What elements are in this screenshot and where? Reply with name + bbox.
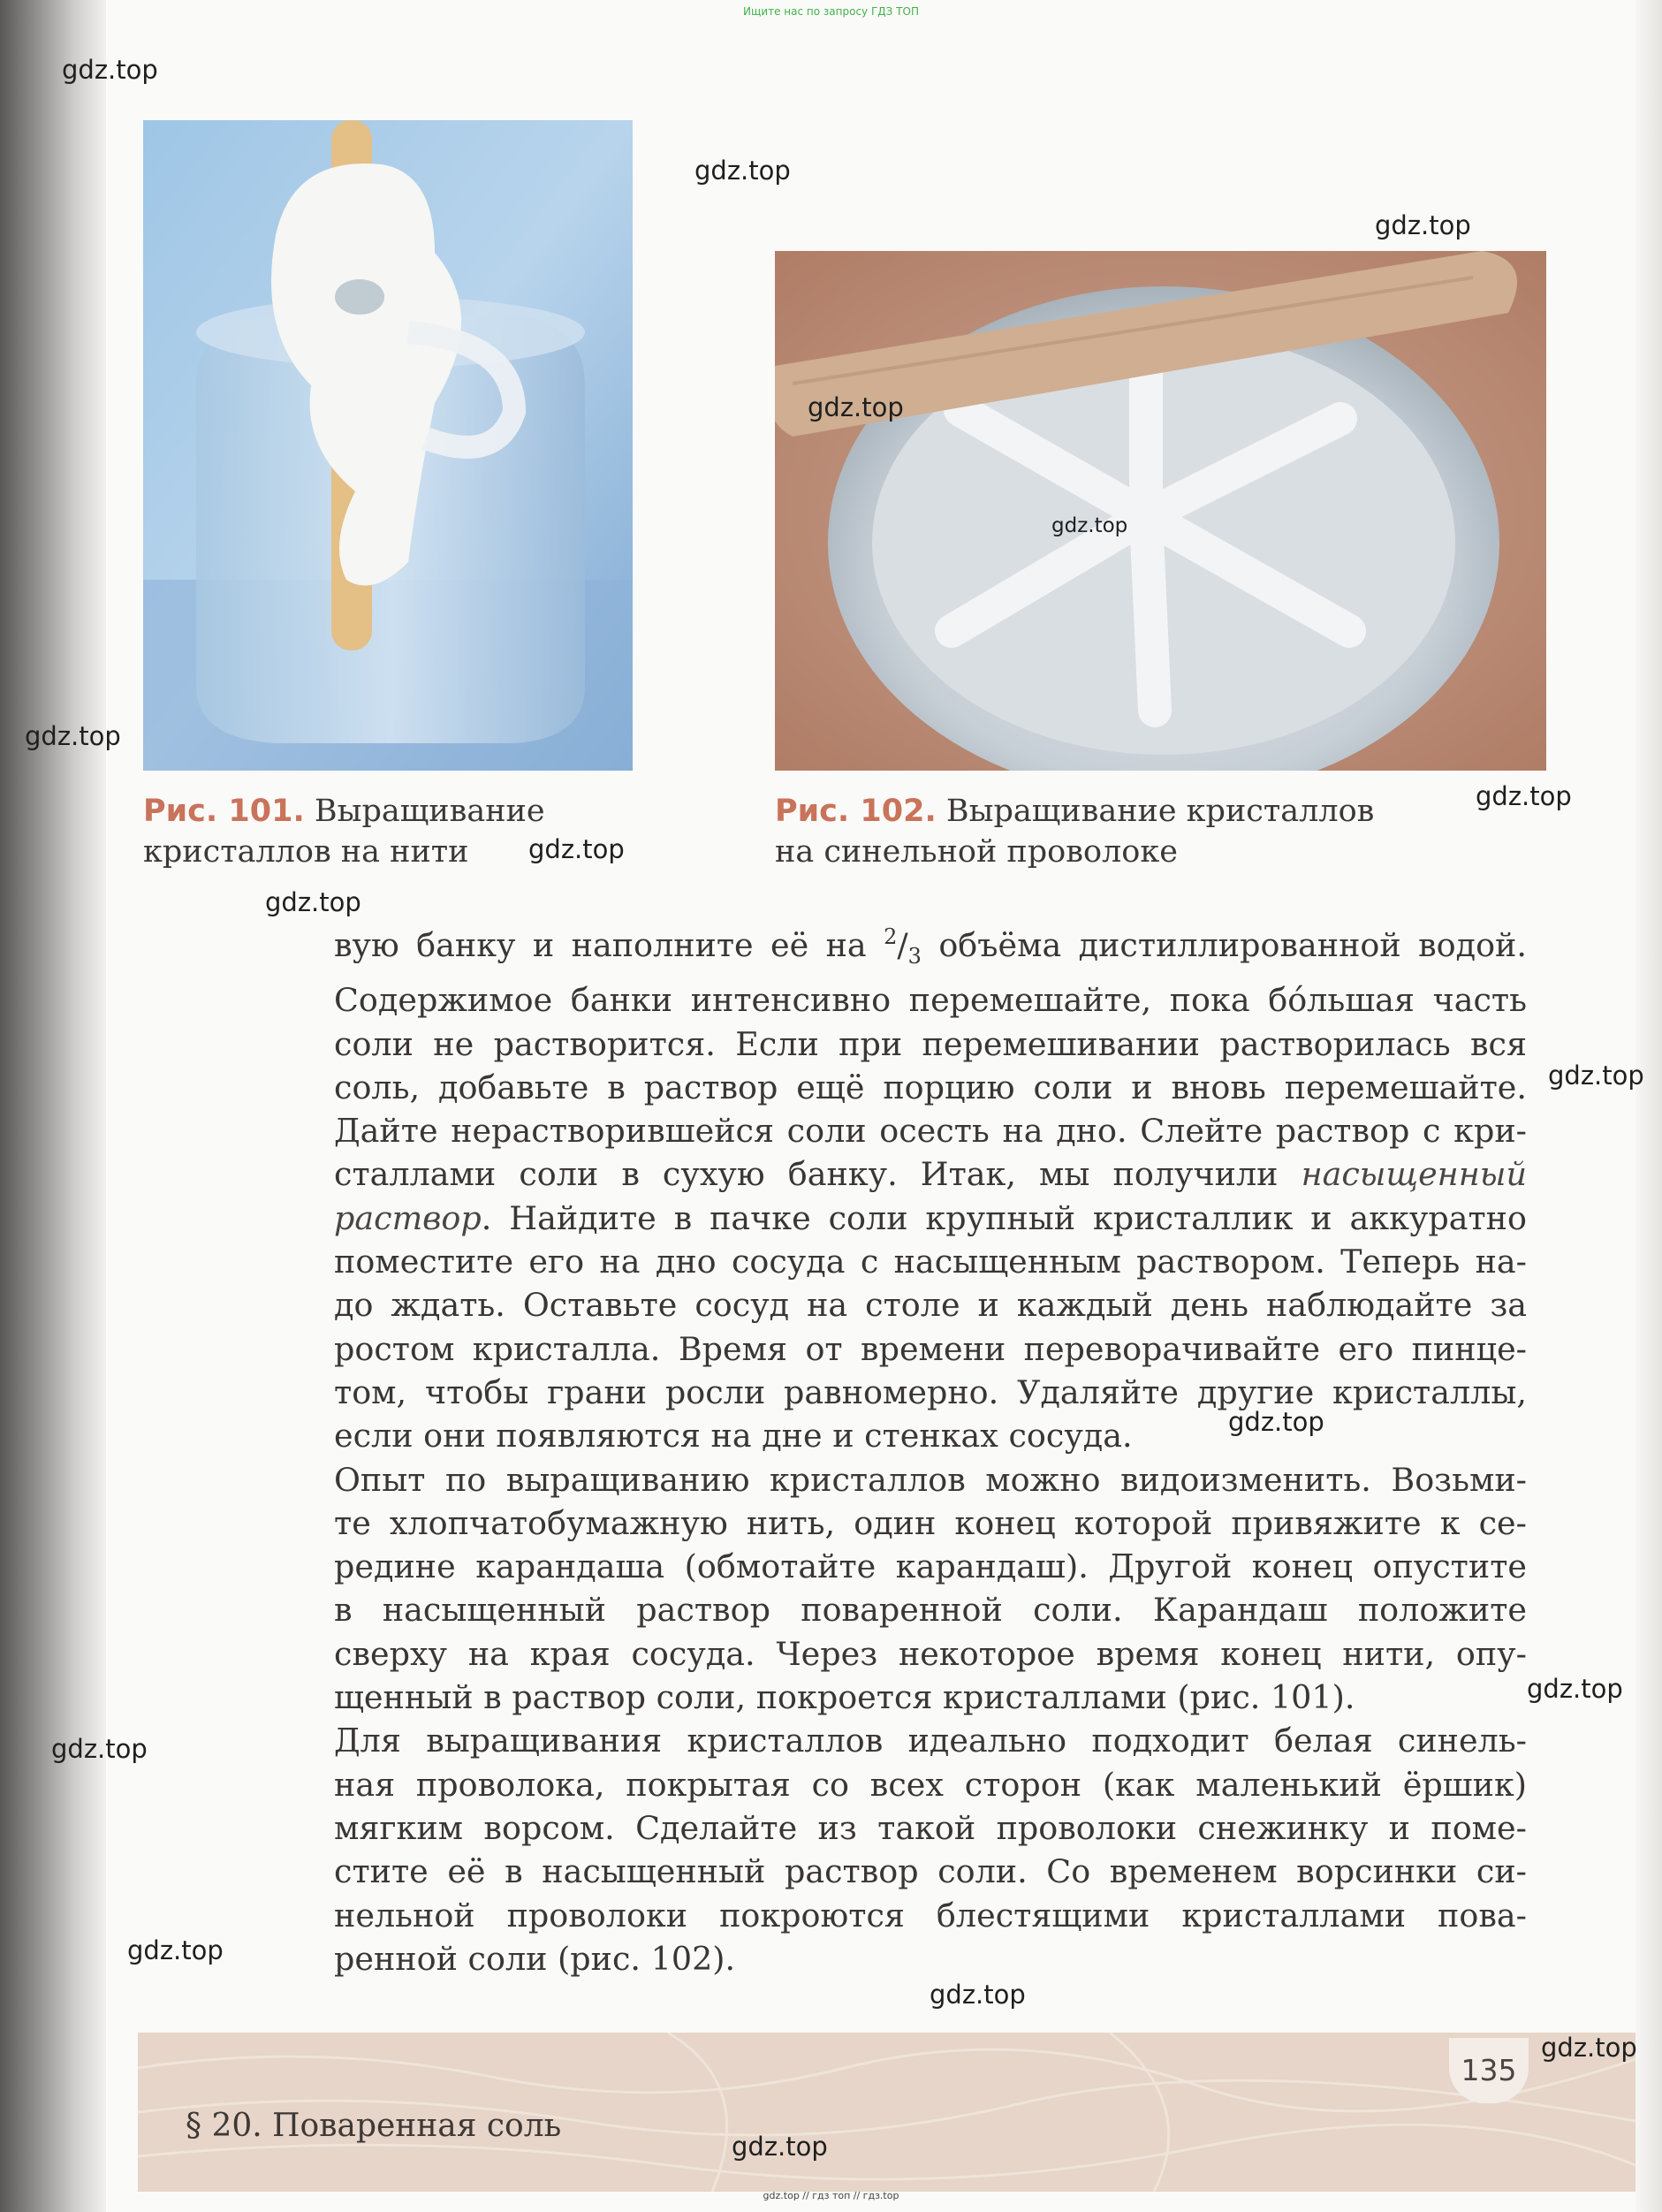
figure-102-caption-text: Выращивание кристаллов (945, 794, 1375, 829)
figure-101-photo (143, 120, 633, 771)
figure-101-caption-text: Выращивание (314, 794, 545, 829)
paragraph-2 (334, 1458, 1527, 1720)
text-line: Содержимое банки интенсивно перемешайте, пока бóльшая часть (334, 981, 1527, 1020)
watermark: gdz.top (694, 156, 791, 186)
watermark: gdz.top (930, 1980, 1026, 2010)
term-saturated: насыщенный (1301, 1155, 1527, 1194)
text-line: Для выращивания кристаллов идеально подходит белая синель- (334, 1722, 1527, 1760)
watermark: gdz.top (1548, 1060, 1644, 1091)
text-line: поместите его на дно сосуда с насыщенным раствором. Теперь на- (334, 1243, 1527, 1281)
text-line: сталлами соли в сухую банку. Итак, мы получили насыщенный (334, 1155, 1527, 1194)
text-line: соль, добавьте в раствор ещё порцию соли и вновь перемешайте. (334, 1068, 1527, 1106)
watermark: gdz.top (25, 721, 121, 751)
figure-102-caption (775, 791, 1374, 872)
figure-102-caption-line1 (775, 791, 1374, 832)
figure-102-image (775, 251, 1546, 771)
text-line: нельной проволоки покроются блестящими кристаллами пова- (334, 1896, 1527, 1935)
book-spine-shadow (0, 0, 106, 2212)
text-line: редине карандаша (обмотайте карандаш). Другой конец опустите (334, 1547, 1527, 1586)
watermark: gdz.top (1527, 1674, 1623, 1704)
text-line: те хлопчатобумажную нить, один конец которой привяжите к се- (334, 1503, 1527, 1542)
text-line: вую банку и наполните её на $^2/_3$ объёма дистиллированной водой. (334, 924, 1527, 969)
paragraph-3 (334, 1719, 1527, 1980)
figure-101-label: Рис. 101. (143, 794, 305, 829)
watermark: gdz.top (1375, 210, 1471, 240)
page-edge (1635, 0, 1662, 2212)
term-solution: раствор (334, 1198, 482, 1237)
figure-101-caption (143, 791, 545, 872)
watermark: gdz.top (1476, 781, 1572, 811)
figure-102-label: Рис. 102. (775, 794, 937, 829)
watermark: gdz.top (1541, 2033, 1637, 2063)
page-number: 135 (1449, 2038, 1529, 2103)
text-line: соли не растворится. Если при перемешивании растворилась вся (334, 1024, 1527, 1063)
header-note: Ищите нас по запросу ГДЗ ТОП (743, 5, 919, 18)
figure-102-caption-line2: на синельной проволоке (775, 834, 1178, 870)
watermark: gdz.top (265, 887, 361, 917)
watermark: gdz.top (62, 55, 158, 85)
text-line: щенный в раствор соли, покроется кристаллами (рис. 101). (334, 1678, 1355, 1717)
text-line: если они появляются на дне и стенках сосуда. (334, 1417, 1133, 1456)
watermark: gdz.top (127, 1935, 224, 1965)
text-line: том, чтобы грани росли равномерно. Удаляйте другие кристаллы, (334, 1372, 1527, 1411)
figure-102-photo (775, 251, 1546, 771)
text-line: ренной соли (рис. 102). (334, 1939, 736, 1978)
text-line: Дайте нерастворившейся соли осесть на дно. Слейте раствор с кри- (334, 1112, 1527, 1151)
watermark: gdz.top (51, 1734, 148, 1764)
section-title: § 20. Поваренная соль (186, 2108, 562, 2144)
paragraph-1 (334, 916, 1527, 1458)
text-line: сверху на края сосуда. Через некоторое время конец нити, опу- (334, 1634, 1527, 1673)
text-line: до ждать. Оставьте сосуд на столе и каждый день наблюдайте за (334, 1286, 1527, 1325)
figure-101-image (143, 120, 633, 771)
figure-101-caption-line2: кристаллов на нити (143, 834, 469, 870)
watermark: gdz.top (808, 392, 904, 422)
text-line: ростом кристалла. Время от времени переворачивайте его пинце- (334, 1329, 1527, 1368)
watermark: gdz.top (1228, 1407, 1324, 1437)
text-line: стите её в насыщенный раствор соли. Со временем ворсинки си- (334, 1852, 1527, 1891)
watermark: gdz.top (528, 834, 625, 864)
text-line: мягким ворсом. Сделайте из такой проволоки снежинку и поме- (334, 1808, 1527, 1847)
watermark: gdz.top (732, 2132, 828, 2162)
text-line: ная проволока, покрытая со всех сторон (как маленький ёршик) (334, 1765, 1527, 1804)
figure-101-caption-line1 (143, 791, 545, 832)
body-text (334, 916, 1527, 1980)
watermark: gdz.top (1051, 514, 1128, 537)
text-line: в насыщенный раствор поваренной соли. Карандаш положите (334, 1591, 1527, 1630)
text-line: раствор. Найдите в пачке соли крупный кристаллик и аккуратно (334, 1198, 1527, 1237)
text-line: Опыт по выращиванию кристаллов можно видоизменить. Возьми- (334, 1460, 1527, 1499)
footer-note: gdz.top // гдз топ // гдз.top (763, 2190, 899, 2201)
